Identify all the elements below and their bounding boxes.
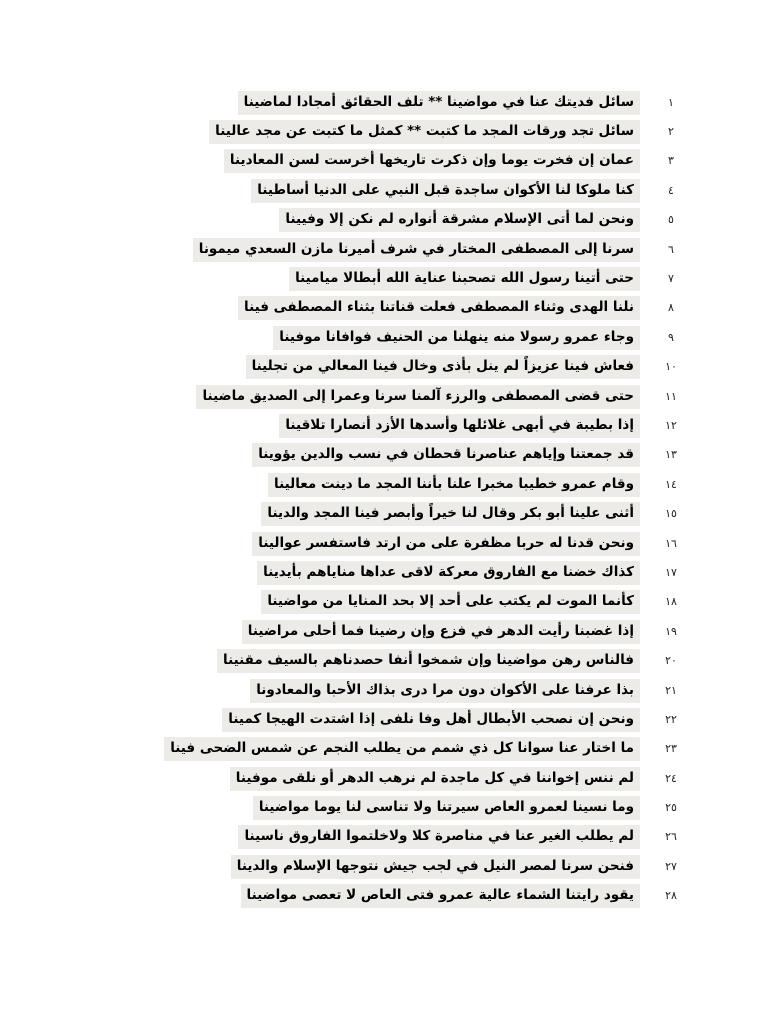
verse-text: كنا ملوكا لنا الأكوان ساجدة قبل النبي على الدنيا أساطينا [251,179,640,203]
poem-verse-list [84,88,684,911]
verse-text: سائل فديتك عنا في مواضينا ** تلف الحقائق أمجادا لماضينا [238,91,640,115]
verse-row [84,823,684,852]
verse-row [84,235,684,264]
verse-text: إذا غضبنا رأيت الدهر في فزع وإن رضينا فما أحلى مراضينا [242,620,640,644]
verse-text: وقام عمرو خطيبا مخبرا علنا بأننا المجد ما دينت معالينا [268,473,640,497]
verse-text: فنحن سرنا لمصر النيل في لجب جيش نتوجها الإسلام والدينا [231,855,640,879]
verse-row [84,353,684,382]
verse-text: عمان إن فخرت يوما وإن ذكرت تاريخها أخرست لسن المعادينا [224,149,640,173]
verse-row [84,558,684,587]
verse-text: نلنا الهدى وثناء المصطفى فعلت قناتنا بثناء المصطفى فينا [238,296,640,320]
verse-text: ونحن إن نصحب الأبطال أهل وفا نلفى إذا اشتدت الهيجا كمينا [222,708,640,732]
verse-number: ٩ [668,330,674,344]
verse-row [84,617,684,646]
verse-row [84,147,684,176]
verse-row [84,470,684,499]
verse-number: ١ [668,95,674,109]
verse-text: فالناس رهن مواضينا وإن شمخوا أنفا حصدناهم بالسيف مقنينا [217,649,640,673]
verse-number: ١٨ [665,595,677,609]
verse-row [84,676,684,705]
verse-row [84,793,684,822]
verse-number: ١٢ [665,418,677,432]
verse-text: فعاش فينا عزيزاً لم ينل بأذى وخال فينا المعالي من تجلينا [246,355,640,379]
verse-number: ٦ [668,242,674,256]
verse-row [84,882,684,911]
verse-row [84,852,684,881]
verse-number: ١٦ [665,536,677,550]
verse-text: كذاك خضنا مع الفاروق معركة لاقى عداها مناياهم بأيدينا [257,561,640,585]
verse-number: ٥ [668,213,674,227]
verse-text: لم ننس إخواننا في كل ماجدة لم نرهب الدهر أو نلقى موفينا [230,767,640,791]
verse-row [84,264,684,293]
verse-row [84,764,684,793]
verse-text: كأنما الموت لم يكتب على أحد إلا بحد المنايا من مواضينا [261,590,640,614]
verse-row [84,588,684,617]
verse-number: ١٥ [665,507,677,521]
verse-number: ١٣ [665,448,677,462]
verse-text: أثنى علينا أبو بكر وقال لنا خيراً وأبصر فينا المجد والدينا [261,502,640,526]
verse-text: حتى قضى المصطفى والرزء آلمنا سرنا وعمرا إلى الصديق ماضينا [196,385,640,409]
verse-number: ٢ [668,125,674,139]
verse-number: ٨ [668,301,674,315]
verse-number: ١٠ [665,360,677,374]
verse-text: وما نسينا لعمرو العاص سيرتنا ولا تناسى لنا يوما مواضينا [253,796,640,820]
verse-number: ٢٥ [665,801,677,815]
verse-row [84,705,684,734]
verse-text: إذا بطيبة في أبهى غلائلها وأسدها الأزد أنصارا تلاقينا [279,414,640,438]
verse-text: لم يطلب الغير عنا في مناصرة كلا ولاخلتموا الفاروق ناسينا [238,825,640,849]
verse-row [84,176,684,205]
verse-row [84,88,684,117]
verse-text: حتى أتينا رسول الله تصحبنا عناية الله أبطالا ميامينا [289,267,640,291]
verse-text: يقود رايتنا الشماء عالية عمرو فتى العاص لا تعصى مواضينا [241,884,640,908]
verse-text: ونحن قدنا له حربا مظفرة على من ارتد فاستفسر عوالينا [252,532,640,556]
verse-number: ٢٣ [665,742,677,756]
verse-row [84,323,684,352]
verse-text: بذا عرفنا على الأكوان دون مرا درى بذاك الأحبا والمعادونا [250,679,640,703]
verse-row [84,735,684,764]
verse-row [84,441,684,470]
verse-number: ٢١ [665,683,677,697]
verse-text: سائل تجد ورقات المجد ما كتبت ** كمثل ما كتبت عن مجد عالينا [209,120,640,144]
verse-number: ٣ [668,154,674,168]
verse-row [84,117,684,146]
verse-number: ٢٤ [665,771,677,785]
verse-number: ٢٠ [665,654,677,668]
verse-number: ٧ [668,272,674,286]
verse-row [84,646,684,675]
verse-number: ٢٦ [665,830,677,844]
verse-number: ١٩ [665,624,677,638]
verse-text: ونحن لما أتى الإسلام مشرقة أنواره لم نكن إلا وفيينا [279,208,640,232]
verse-text: ما اختار عنا سوانا كل ذي شمم من يطلب النجم عن شمس الضحى فينا [164,737,640,761]
verse-text: قد جمعتنا وإياهم عناصرنا قحطان في نسب والدين يؤوينا [252,443,640,467]
verse-number: ٢٢ [665,712,677,726]
verse-number: ٢٧ [665,859,677,873]
verse-number: ٢٨ [665,889,677,903]
verse-row [84,529,684,558]
verse-text: سرنا إلى المصطفى المختار في شرف أميرنا مازن السعدي ميمونا [193,238,640,262]
verse-row [84,411,684,440]
verse-row [84,382,684,411]
verse-row [84,206,684,235]
verse-number: ١٤ [665,477,677,491]
verse-number: ١١ [665,389,677,403]
verse-number: ١٧ [665,565,677,579]
verse-text: وجاء عمرو رسولا منه ينهلنا من الحنيف فوافانا موفينا [273,326,640,350]
verse-number: ٤ [668,183,674,197]
verse-row [84,499,684,528]
verse-row [84,294,684,323]
